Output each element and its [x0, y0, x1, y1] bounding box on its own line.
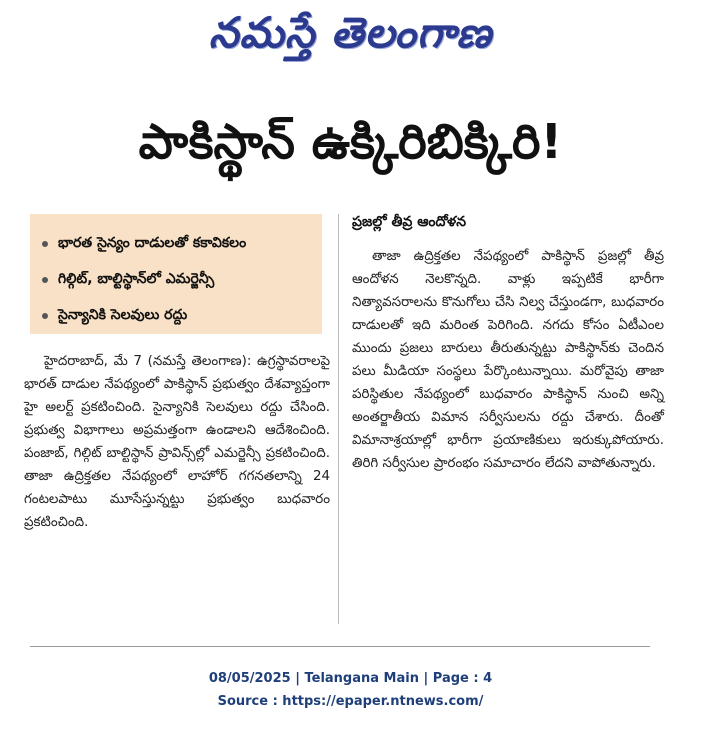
highlight-text: గిల్గిట్, బాల్టిస్థాన్‌లో ఎమర్జెన్సీ	[58, 270, 215, 287]
bullet-icon	[42, 313, 48, 319]
highlight-item	[42, 226, 314, 262]
article-headline: పాకిస్థాన్ ఉక్కిరిబిక్కిరి!	[138, 114, 563, 170]
footer-date-edition: 08/05/2025 | Telangana Main | Page : 4	[208, 671, 493, 686]
highlight-item	[42, 262, 314, 298]
bullet-icon	[42, 277, 48, 283]
column-divider	[338, 214, 339, 624]
highlight-text: సైన్యానికి సెలవులు రద్దు	[58, 306, 188, 323]
highlight-text: భారత సైన్యం దాడులతో కకావికలం	[58, 234, 247, 251]
footer-source: Source : https://epaper.ntnews.com/	[217, 694, 484, 709]
article-body-left	[24, 350, 330, 534]
highlights-box	[30, 214, 322, 334]
highlight-item	[42, 298, 314, 334]
section-subheading: ప్రజల్లో తీవ్ర ఆందోళన	[352, 214, 467, 230]
body-paragraph: తాజా ఉద్రిక్తతల నేపథ్యంలో పాకిస్థాన్ ప్రజల్లో తీవ్ర ఆందోళన నెలకొన్నది. వాళ్లు ఇప్పటికే భారీగా నిత్యావసరాలను కొనుగోలు చేసి నిల్వ చేస్తుండగా, బుధవారం దాడులతో ఇది మరింత పెరిగింది. నగదు కోసం ఏటీఎంల ముందు ప్రజలు బారులు తీరుతున్నట్టు పాకిస్థాన్‌కు చెందిన పలు మీడియా సంస్థలు పేర్కొంటున్నాయి. మరోవైపు తాజా పరిస్థితుల నేపథ్యంలో బుధవారం పాకిస్థాన్ నుంచి అన్ని అంతర్జాతీయ విమాన సర్వీసులను రద్దు చేశారు. దీంతో విమానాశ్రయాల్లో భారీగా ప్రయాణికులు ఇరుక్కుపోయారు. తిరిగి సర్వీసుల ప్రారంభం సమాచారం లేదని వాపోతున్నారు.	[352, 249, 664, 471]
body-paragraph: హైదరాబాద్, మే 7 (నమస్తే తెలంగాణ): ఉగ్రస్థావరాలపై భారత్ దాడుల నేపథ్యంలో పాకిస్థాన్ ప్రభుత్వం దేశవ్యాప్తంగా హై అలర్ట్ ప్రకటించింది. సైన్యానికి సెలవులు రద్దు చేసింది. ప్రభుత్వ విభాగాలు అప్రమత్తంగా ఉండాలని ఆదేశించింది. పంజాబ్, గిల్గిట్ బాల్టిస్థాన్ ప్రావిన్స్‌ల్లో ఎమర్జెన్సీ ప్రకటించింది. తాజా ఉద్రిక్తతల నేపథ్యంలో లాహోర్ గగనతలాన్ని 24 గంటలపాటు మూసేస్తున్నట్టు ప్రభుత్వం బుధవారం ప్రకటించింది.	[24, 354, 330, 530]
footer-divider	[30, 646, 650, 647]
bullet-icon	[42, 241, 48, 247]
newspaper-masthead: నమస్తే తెలంగాణ	[208, 8, 493, 57]
article-body-right	[352, 245, 664, 475]
